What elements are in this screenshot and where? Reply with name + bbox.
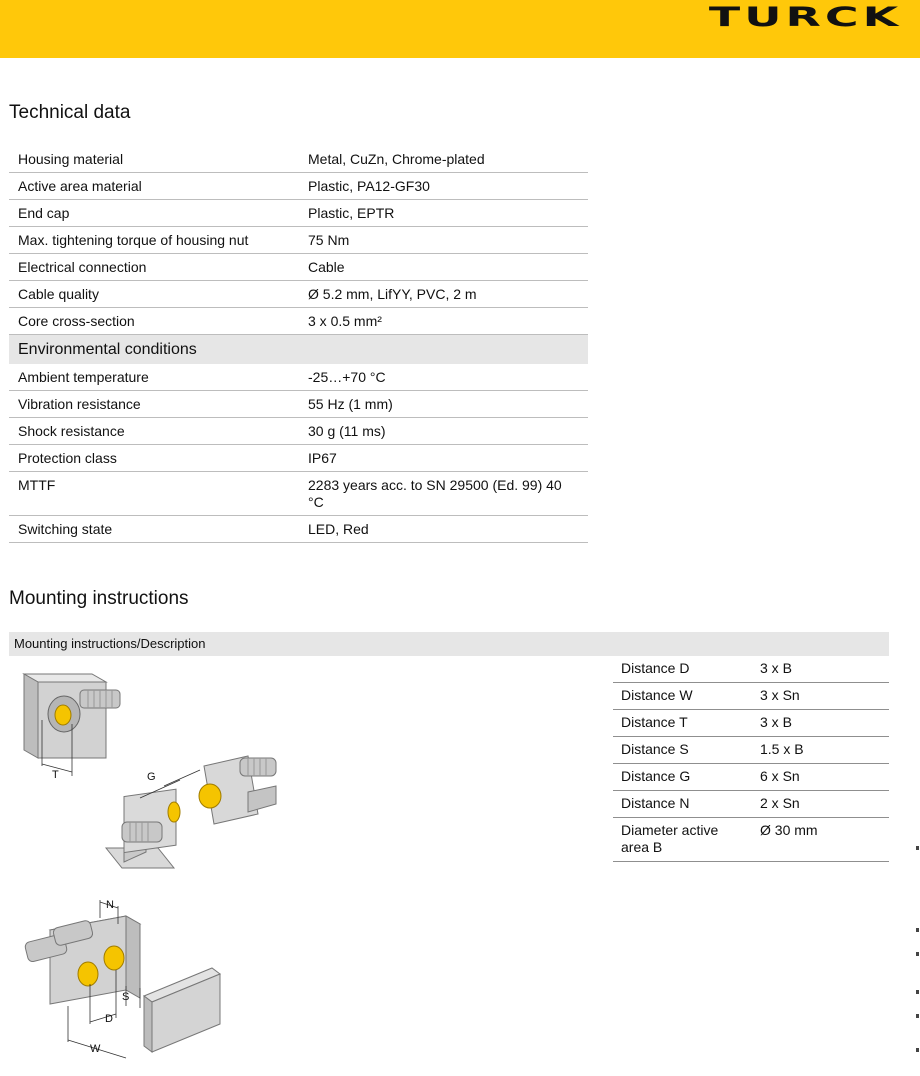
row-label: MTTF: [9, 472, 299, 516]
row-value: 55 Hz (1 mm): [299, 391, 588, 418]
distance-value: 3 x Sn: [752, 683, 889, 710]
turck-logo: TURCK: [708, 1, 902, 33]
distance-value: 1.5 x B: [752, 737, 889, 764]
table-row: [613, 683, 889, 710]
row-label: End cap: [9, 200, 299, 227]
edge-mark: [916, 928, 919, 932]
row-label: Vibration resistance: [9, 391, 299, 418]
table-row: [613, 764, 889, 791]
mounting-instructions-title: Mounting instructions: [9, 588, 189, 609]
row-label: Active area material: [9, 173, 299, 200]
distance-label: Distance G: [613, 764, 752, 791]
table-row: [9, 146, 588, 173]
table-row: [613, 791, 889, 818]
distance-value: Ø 30 mm: [752, 818, 889, 862]
flush-mount-figure: [24, 674, 120, 781]
table-row: [9, 364, 588, 391]
table-row: [9, 391, 588, 418]
brand-header-bar: [0, 0, 920, 58]
table-row: [9, 281, 588, 308]
dimension-n-label: N: [106, 899, 114, 911]
technical-data-table: [9, 146, 588, 543]
table-row: [613, 818, 889, 862]
table-row: [9, 472, 588, 516]
table-row: [9, 173, 588, 200]
row-label: Protection class: [9, 445, 299, 472]
row-value: Plastic, EPTR: [299, 200, 588, 227]
row-label: Electrical connection: [9, 254, 299, 281]
mounting-diagram: [14, 662, 284, 1070]
mounting-description-header: Mounting instructions/Description: [9, 632, 889, 656]
edge-mark: [916, 990, 919, 994]
row-value: Plastic, PA12-GF30: [299, 173, 588, 200]
table-row: [613, 737, 889, 764]
table-row: [613, 656, 889, 683]
row-label: Max. tightening torque of housing nut: [9, 227, 299, 254]
environment-heading-row: [9, 335, 588, 365]
row-value: IP67: [299, 445, 588, 472]
dimension-d-label: D: [105, 1013, 113, 1025]
row-label: Switching state: [9, 516, 299, 543]
dimension-w-label: W: [90, 1043, 101, 1055]
distance-label: Diameter active area B: [613, 818, 752, 862]
row-value: Cable: [299, 254, 588, 281]
dimension-g-label: G: [147, 771, 156, 783]
distance-value: 3 x B: [752, 656, 889, 683]
edge-mark: [916, 1048, 919, 1052]
side-by-side-mount-figure: [24, 899, 220, 1058]
distance-value: 2 x Sn: [752, 791, 889, 818]
table-row: [9, 445, 588, 472]
row-value: LED, Red: [299, 516, 588, 543]
row-label: Ambient temperature: [9, 364, 299, 391]
distance-label: Distance N: [613, 791, 752, 818]
row-value: 3 x 0.5 mm²: [299, 308, 588, 335]
row-value: -25…+70 °C: [299, 364, 588, 391]
edge-mark: [916, 846, 919, 850]
dimension-s-label: S: [122, 991, 130, 1003]
row-label: Housing material: [9, 146, 299, 173]
table-row: [9, 227, 588, 254]
row-label: Shock resistance: [9, 418, 299, 445]
table-row: [9, 200, 588, 227]
edge-mark: [916, 952, 919, 956]
row-value: 30 g (11 ms): [299, 418, 588, 445]
row-value: 2283 years acc. to SN 29500 (Ed. 99) 40 °C: [299, 472, 588, 516]
distance-label: Distance T: [613, 710, 752, 737]
distance-value: 6 x Sn: [752, 764, 889, 791]
row-value: 75 Nm: [299, 227, 588, 254]
row-label: Cable quality: [9, 281, 299, 308]
distance-label: Distance S: [613, 737, 752, 764]
table-row: [9, 254, 588, 281]
table-row: [9, 418, 588, 445]
row-value: Metal, CuZn, Chrome-plated: [299, 146, 588, 173]
edge-mark: [916, 1014, 919, 1018]
dimension-t-label: T: [52, 769, 59, 781]
distance-label: Distance W: [613, 683, 752, 710]
row-value: Ø 5.2 mm, LifYY, PVC, 2 m: [299, 281, 588, 308]
distance-value: 3 x B: [752, 710, 889, 737]
row-label: Core cross-section: [9, 308, 299, 335]
technical-data-title: Technical data: [9, 102, 131, 123]
distance-table: [613, 656, 889, 862]
environment-heading: Environmental conditions: [9, 335, 588, 365]
table-row: [9, 308, 588, 335]
distance-label: Distance D: [613, 656, 752, 683]
table-row: [613, 710, 889, 737]
opposed-mount-figure: [106, 756, 276, 868]
table-row: [9, 516, 588, 543]
